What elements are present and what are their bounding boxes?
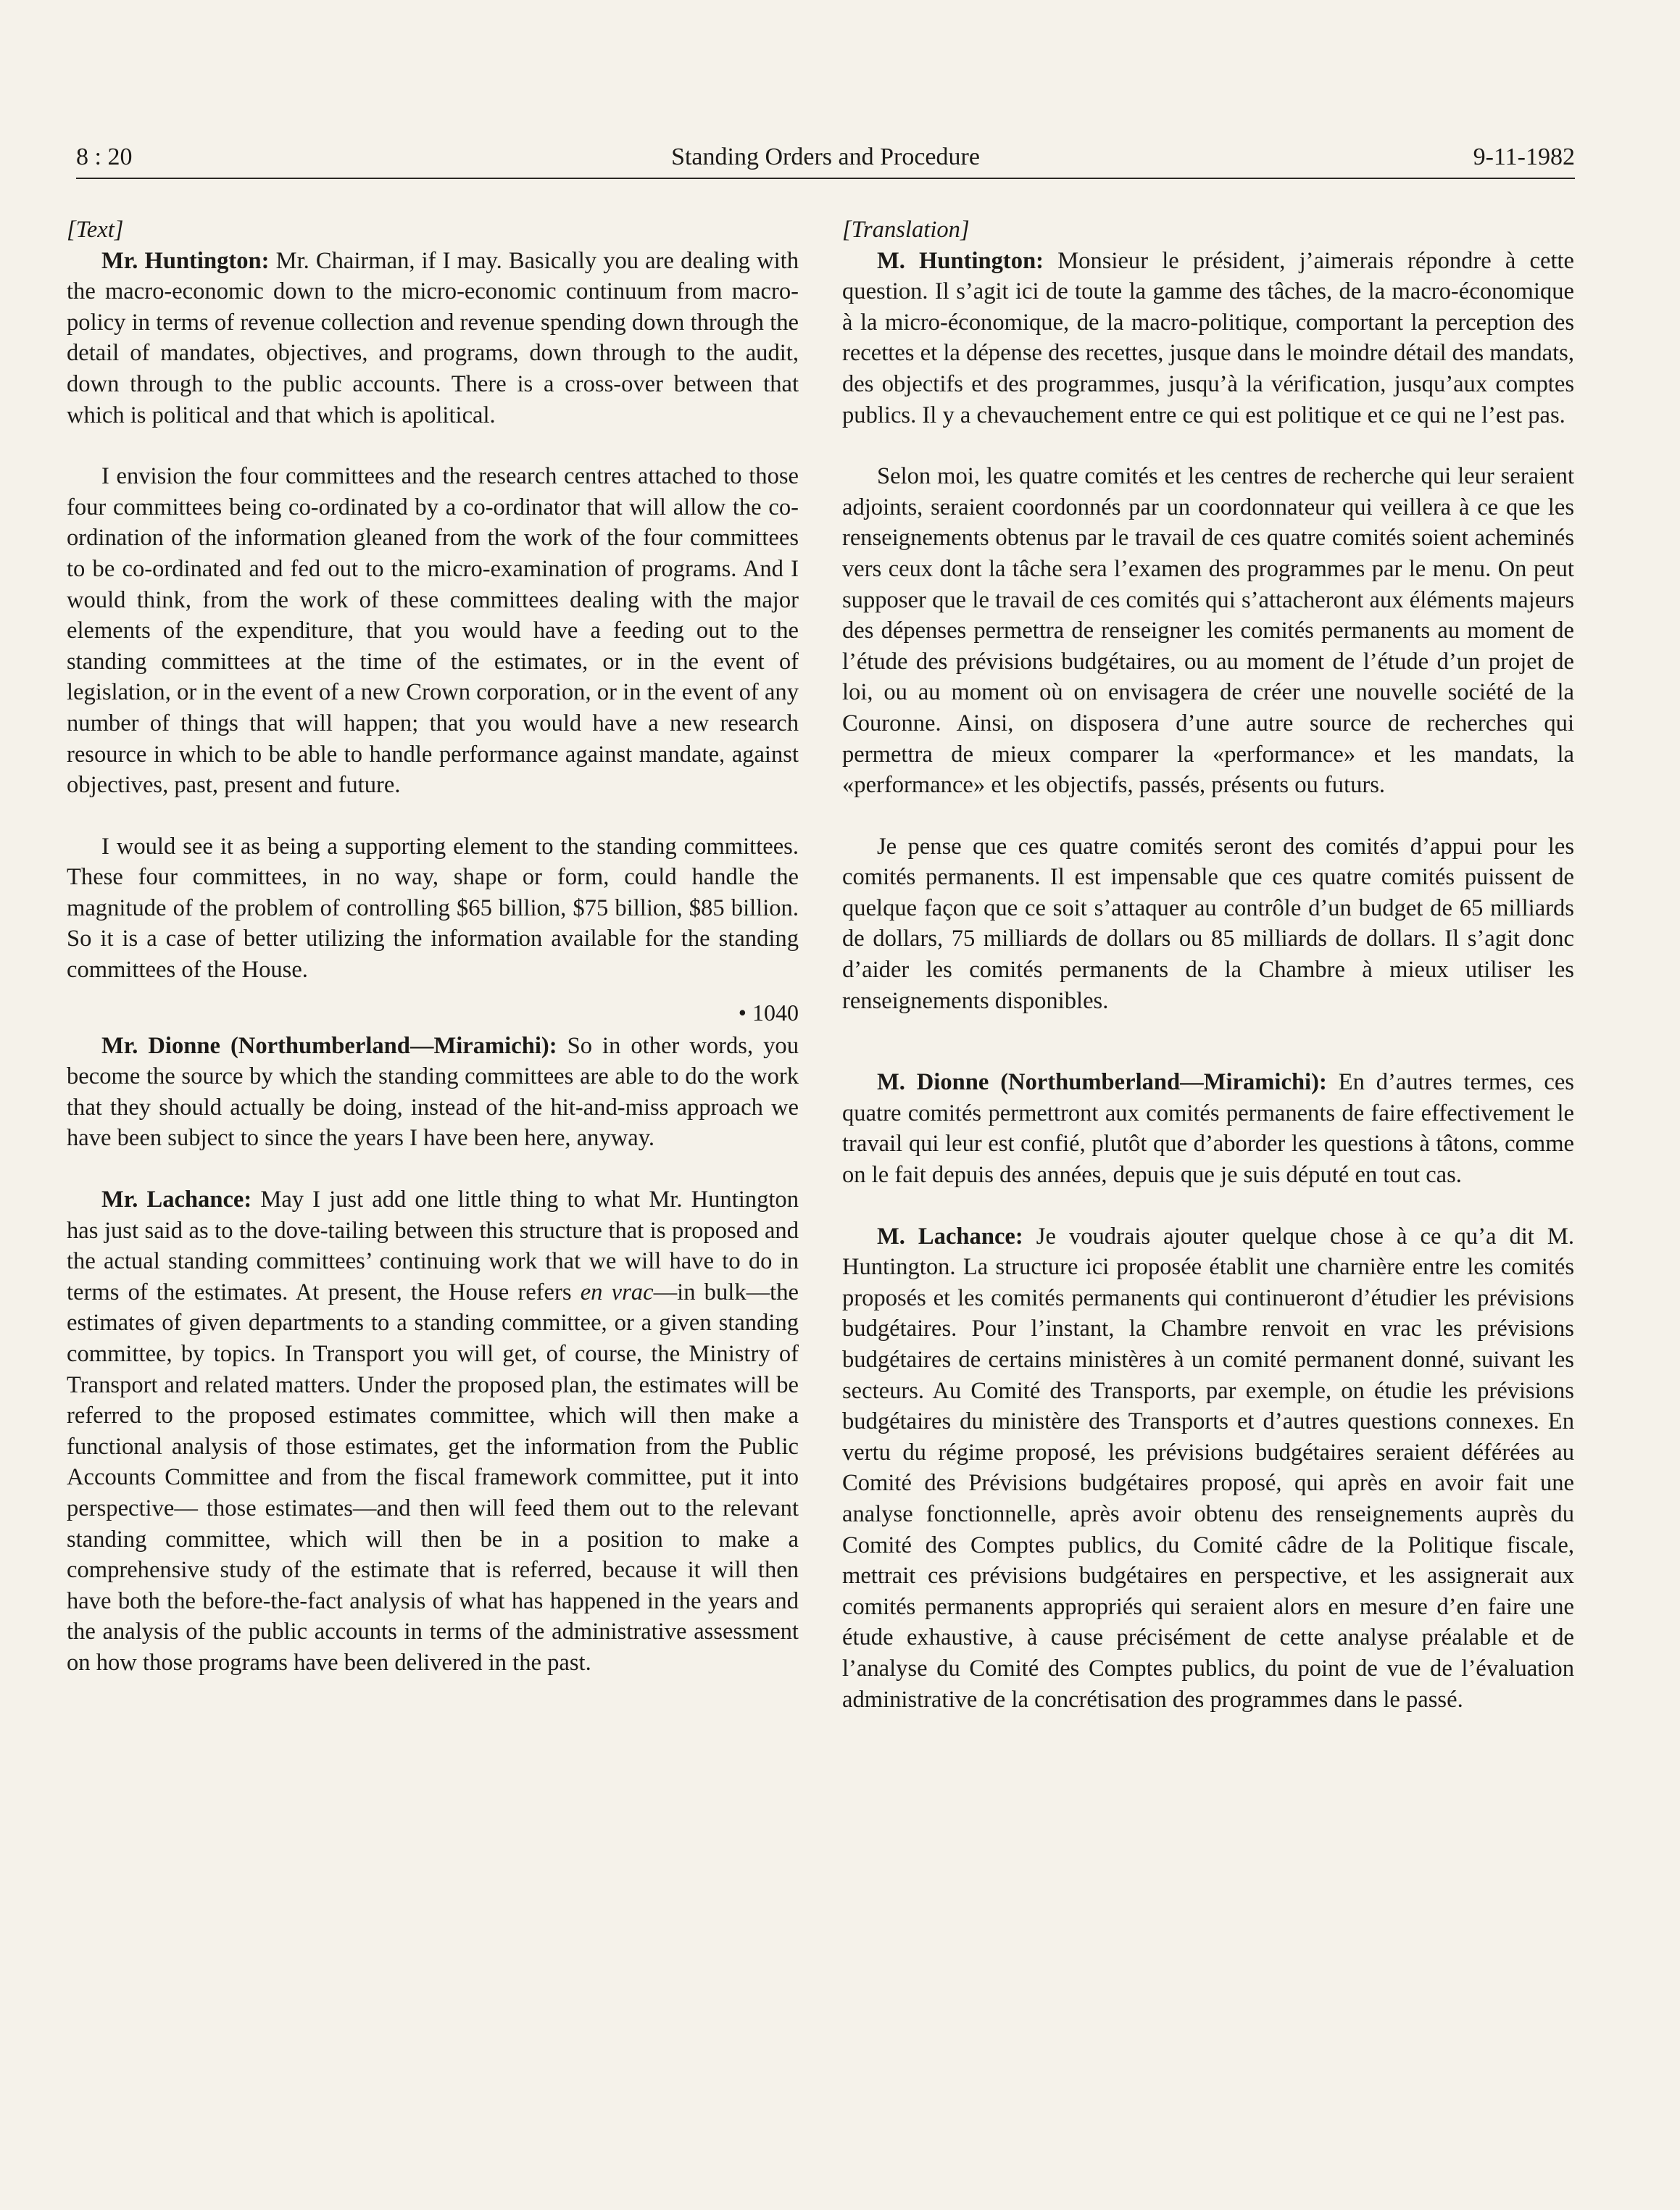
speaker-name: M. Dionne (Northumberland—Miramichi): (877, 1069, 1327, 1096)
paragraph-selon-moi-fr: Selon moi, les quatre comités et les centres de recherche qui leur seraient adjoints, seraient coordonnés par un coordonnateur qui veillera à ce que les renseignements obtenus par le travail de ces quatre comités soient acheminés vers ceux dont la tâche sera l’examen des programmes par le menu. On peut supposer que le travail de ces comités qui s’attacheront aux éléments majeurs des dépenses permettra de renseigner les comités permanents au moment de l’étude des prévisions budgétaires, ou au moment de l’étude d’un projet de loi, ou au moment où on envisagera de créer une nouvelle société de la Couronne. Ainsi, on disposera d’une autre source de recherches qui permettra de mieux comparer la «performance» et les mandats, la «performance» et les objectifs, passés, présents ou futurs. (842, 463, 1574, 799)
paragraph-text: En d’autres termes, ces quatre comités permettront aux comités permanents de faire effectivement le travail qui leur est confié, plutôt que d’aborder les questions à tâtons, comme on le fait depuis des années, depuis que je suis député en tout cas. (842, 1069, 1574, 1189)
paragraph-supporting-en: I would see it as being a supporting element to the standing committees. These four committees, in no way, shape or form, could handle the magnitude of the problem of controlling $65 billion, $75 billion, $85 billion. So it is a case of better utilizing the information available for the standing committees of the House. (67, 833, 799, 984)
page-header (76, 136, 1575, 178)
paragraph-text: —in bulk—the estimates of given departments to a standing committee, or a given standing committee, by topics. In Transport you will get, of course, the Ministry of Transport and related matters. Under the proposed plan, the estimates will be referred to the proposed estimates committee, which will then make a functional analysis of those estimates, get the information from the Public Accounts Committee and from the fiscal framework committee, put it into perspective— those estimates—and then will feed them out to the relevant standing committee, which will then be in a position to make a comprehensive study of the estimate that is referred, because it will then have both the before-the-fact analysis of what has happened in the years and the analysis of the public accounts in terms of the administrative assessment on how those programs have been delivered in the past. (67, 1279, 799, 1676)
speaker-name: Mr. Lachance: (101, 1187, 252, 1213)
running-title: Standing Orders and Procedure (671, 144, 980, 170)
italic-term: en vrac (580, 1279, 654, 1305)
paragraph-text: So in other words, you become the source by which the standing committees are able to do the work that they should actually be doing, instead of the hit-and-miss approach we have been subject to since the years I have been here, anyway. (67, 1032, 799, 1152)
speaker-name: M. Lachance: (877, 1223, 1023, 1250)
speaker-name: Mr. Dionne (Northumberland—Miramichi): (101, 1032, 557, 1059)
speaker-name: Mr. Huntington: (101, 247, 270, 274)
paragraph-lachance-fr (842, 1221, 1574, 1716)
paragraph-dionne-en (67, 1031, 799, 1154)
paragraph-appui-fr: Je pense que ces quatre comités seront des comités d’appui pour les comités permanents. Il est impensable que ces quatre comités puissent de quelque façon que ce soit s’attaquer au contrôle d’un budget de 65 milliards de dollars, 75 milliards de dollars ou 85 milliards de dollars. Il s’agit donc d’aider les comités permanents de la Chambre à mieux utiliser les renseignements disponibles. (842, 833, 1574, 1014)
paragraph-envision-en: I envision the four committees and the research centres attached to those four committees being co-ordinated by a co-ordinator that will allow the co-ordination of the information gleaned from the work of the four committees to be co-ordinated and fed out to the micro-examination of programs. And I would think, from the work of these committees dealing with the major elements of the expenditure, that you would have a feeding out to the standing committees at the time of the estimates, or in the event of legislation, or in the event of a new Crown corporation, or in the event of any number of things that will happen; that you would have a new research resource in which to be able to handle performance against mandate, against objectives, past, present and future. (67, 463, 799, 799)
time-marker: • 1040 (738, 999, 799, 1026)
paragraph-text: May I just add one little thing to what Mr. Huntington has just said as to the dove-tailing between this structure that is proposed and the actual standing committees’ continuing work that we will have to do in terms of the estimates. At present, the House refers (67, 1187, 799, 1305)
paragraph-text: Mr. Chairman, if I may. Basically you are dealing with the macro-economic down to the micro-economic continuum from macro-policy in terms of revenue collection and revenue spending down through the detail of mandates, objectives, and programs, down through to the audit, down through to the public accounts. There is a cross-over between that which is political and that which is apolitical. (67, 247, 799, 428)
speaker-name: M. Huntington: (877, 247, 1044, 274)
page-number: 8 : 20 (76, 144, 133, 170)
paragraph-lachance-en (67, 1184, 799, 1679)
paragraph-text: Je voudrais ajouter quelque chose à ce qu’a dit M. Huntington. La structure ici proposée établit une charnière entre les comités proposés et les comités permanents qui continueront d’étudier les prévisions budgétaires. Pour l’instant, la Chambre renvoit en vrac les prévisions budgétaires de certains ministères à un comité permanent donné, suivant les secteurs. Au Comité des Transports, par exemple, on étudie les prévisions budgétaires du ministère des Transports et d’autres questions connexes. En vertu du régime proposé, les prévisions budgétaires seraient déférées au Comité des Prévisions budgétaires proposé, qui après en avoir fait une analyse fonctionnelle, après avoir obtenu des renseignements auprès du Comité des Comptes publics, du Comité câdre de la Politique fiscale, mettrait ces prévisions budgétaires en perspective, et les assignerait aux comités permanents appropriés qui seraient alors en mesure d’en faire une étude exhaustive, à cause précisément de cette analyse préalable et de l’analyse du Comité des Comptes publics, du point de vue de l’évaluation administrative de la concrétisation des programmes dans le passé. (842, 1223, 1574, 1713)
translation-label: [Translation] (842, 217, 970, 243)
header-rule (76, 178, 1575, 179)
header-date: 9-11-1982 (1473, 144, 1575, 170)
text-label: [Text] (67, 217, 124, 243)
paragraph-dionne-fr (842, 1067, 1574, 1190)
french-column (842, 215, 1574, 1745)
paragraph-text: Monsieur le président, j’aimerais répondre à cette question. Il s’agit ici de toute la gamme des tâches, de la macro-économique à la micro-économique, de la macro-politique, comportant la perception des recettes et la dépense des recettes, jusque dans le moindre détail des mandats, des objectifs et des programmes, jusqu’à la vérification, jusqu’aux comptes publics. Il y a chevauchement entre ce qui est politique et ce qui ne l’est pas. (842, 247, 1575, 428)
paragraph-huntington-en (67, 246, 799, 431)
english-column (67, 215, 799, 1709)
paragraph-huntington-fr (842, 246, 1574, 431)
